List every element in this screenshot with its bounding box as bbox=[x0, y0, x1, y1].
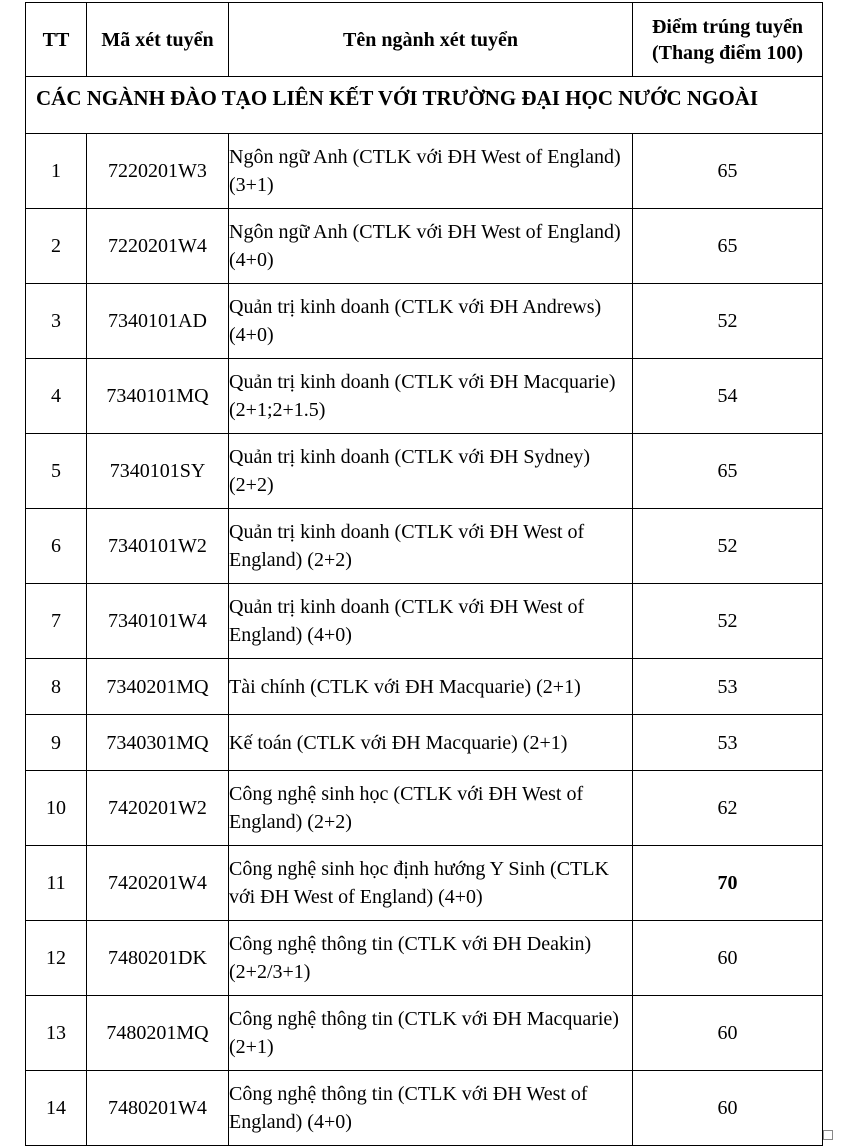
row-name: Quản trị kinh doanh (CTLK với ĐH Andrews) (4+0) bbox=[229, 284, 633, 359]
row-code: 7340101W2 bbox=[87, 509, 229, 584]
row-tt: 10 bbox=[26, 771, 87, 846]
table-row bbox=[26, 359, 823, 434]
row-score: 60 bbox=[633, 996, 823, 1071]
row-code: 7340101AD bbox=[87, 284, 229, 359]
section-title: CÁC NGÀNH ĐÀO TẠO LIÊN KẾT VỚI TRƯỜNG ĐẠI HỌC NƯỚC NGOÀI bbox=[26, 77, 823, 134]
row-tt: 7 bbox=[26, 584, 87, 659]
row-tt: 6 bbox=[26, 509, 87, 584]
row-code: 7340101MQ bbox=[87, 359, 229, 434]
row-tt: 4 bbox=[26, 359, 87, 434]
row-code: 7480201W4 bbox=[87, 1071, 229, 1146]
row-tt: 2 bbox=[26, 209, 87, 284]
row-score: 70 bbox=[633, 846, 823, 921]
row-name: Kế toán (CTLK với ĐH Macquarie) (2+1) bbox=[229, 715, 633, 771]
section-row bbox=[26, 77, 823, 134]
row-score: 52 bbox=[633, 584, 823, 659]
header-name: Tên ngành xét tuyển bbox=[229, 3, 633, 77]
row-score: 52 bbox=[633, 509, 823, 584]
header-score-line2: (Thang điểm 100) bbox=[651, 41, 804, 64]
row-code: 7340301MQ bbox=[87, 715, 229, 771]
row-name: Công nghệ thông tin (CTLK với ĐH West of England) (4+0) bbox=[229, 1071, 633, 1146]
table-row bbox=[26, 659, 823, 715]
admission-score-table bbox=[25, 2, 823, 1146]
row-code: 7220201W3 bbox=[87, 134, 229, 209]
row-name: Công nghệ thông tin (CTLK với ĐH Deakin) (2+2/3+1) bbox=[229, 921, 633, 996]
row-name: Công nghệ sinh học (CTLK với ĐH West of England) (2+2) bbox=[229, 771, 633, 846]
row-score: 54 bbox=[633, 359, 823, 434]
row-name: Quản trị kinh doanh (CTLK với ĐH West of England) (4+0) bbox=[229, 584, 633, 659]
table-row bbox=[26, 134, 823, 209]
table-row bbox=[26, 715, 823, 771]
row-code: 7340101SY bbox=[87, 434, 229, 509]
row-score: 62 bbox=[633, 771, 823, 846]
row-name: Công nghệ thông tin (CTLK với ĐH Macquarie) (2+1) bbox=[229, 996, 633, 1071]
row-name: Quản trị kinh doanh (CTLK với ĐH Macquarie) (2+1;2+1.5) bbox=[229, 359, 633, 434]
row-name: Ngôn ngữ Anh (CTLK với ĐH West of England) (3+1) bbox=[229, 134, 633, 209]
row-code: 7420201W4 bbox=[87, 846, 229, 921]
row-tt: 8 bbox=[26, 659, 87, 715]
table-header-row bbox=[26, 3, 823, 77]
row-name: Công nghệ sinh học định hướng Y Sinh (CTLK với ĐH West of England) (4+0) bbox=[229, 846, 633, 921]
row-score: 65 bbox=[633, 434, 823, 509]
table-row bbox=[26, 921, 823, 996]
row-code: 7340201MQ bbox=[87, 659, 229, 715]
table-row bbox=[26, 846, 823, 921]
row-code: 7480201DK bbox=[87, 921, 229, 996]
row-tt: 13 bbox=[26, 996, 87, 1071]
table-row bbox=[26, 771, 823, 846]
row-score: 52 bbox=[633, 284, 823, 359]
table-row bbox=[26, 434, 823, 509]
table-resize-handle[interactable] bbox=[823, 1130, 833, 1140]
row-score: 60 bbox=[633, 921, 823, 996]
row-tt: 9 bbox=[26, 715, 87, 771]
table-row bbox=[26, 996, 823, 1071]
table-row bbox=[26, 284, 823, 359]
row-score: 65 bbox=[633, 209, 823, 284]
row-tt: 1 bbox=[26, 134, 87, 209]
row-tt: 14 bbox=[26, 1071, 87, 1146]
row-code: 7340101W4 bbox=[87, 584, 229, 659]
header-score bbox=[633, 3, 823, 77]
row-tt: 11 bbox=[26, 846, 87, 921]
row-score: 53 bbox=[633, 659, 823, 715]
row-score: 53 bbox=[633, 715, 823, 771]
row-score: 60 bbox=[633, 1071, 823, 1146]
header-code: Mã xét tuyển bbox=[87, 3, 229, 77]
table-row bbox=[26, 509, 823, 584]
table-row bbox=[26, 584, 823, 659]
row-tt: 3 bbox=[26, 284, 87, 359]
row-name: Ngôn ngữ Anh (CTLK với ĐH West of England) (4+0) bbox=[229, 209, 633, 284]
row-tt: 12 bbox=[26, 921, 87, 996]
row-code: 7420201W2 bbox=[87, 771, 229, 846]
row-code: 7480201MQ bbox=[87, 996, 229, 1071]
table-row bbox=[26, 1071, 823, 1146]
row-score: 65 bbox=[633, 134, 823, 209]
row-tt: 5 bbox=[26, 434, 87, 509]
row-name: Quản trị kinh doanh (CTLK với ĐH West of England) (2+2) bbox=[229, 509, 633, 584]
header-tt: TT bbox=[26, 3, 87, 77]
row-name: Quản trị kinh doanh (CTLK với ĐH Sydney) (2+2) bbox=[229, 434, 633, 509]
row-name: Tài chính (CTLK với ĐH Macquarie) (2+1) bbox=[229, 659, 633, 715]
table-row bbox=[26, 209, 823, 284]
header-score-line1: Điểm trúng tuyển bbox=[651, 15, 804, 38]
row-code: 7220201W4 bbox=[87, 209, 229, 284]
